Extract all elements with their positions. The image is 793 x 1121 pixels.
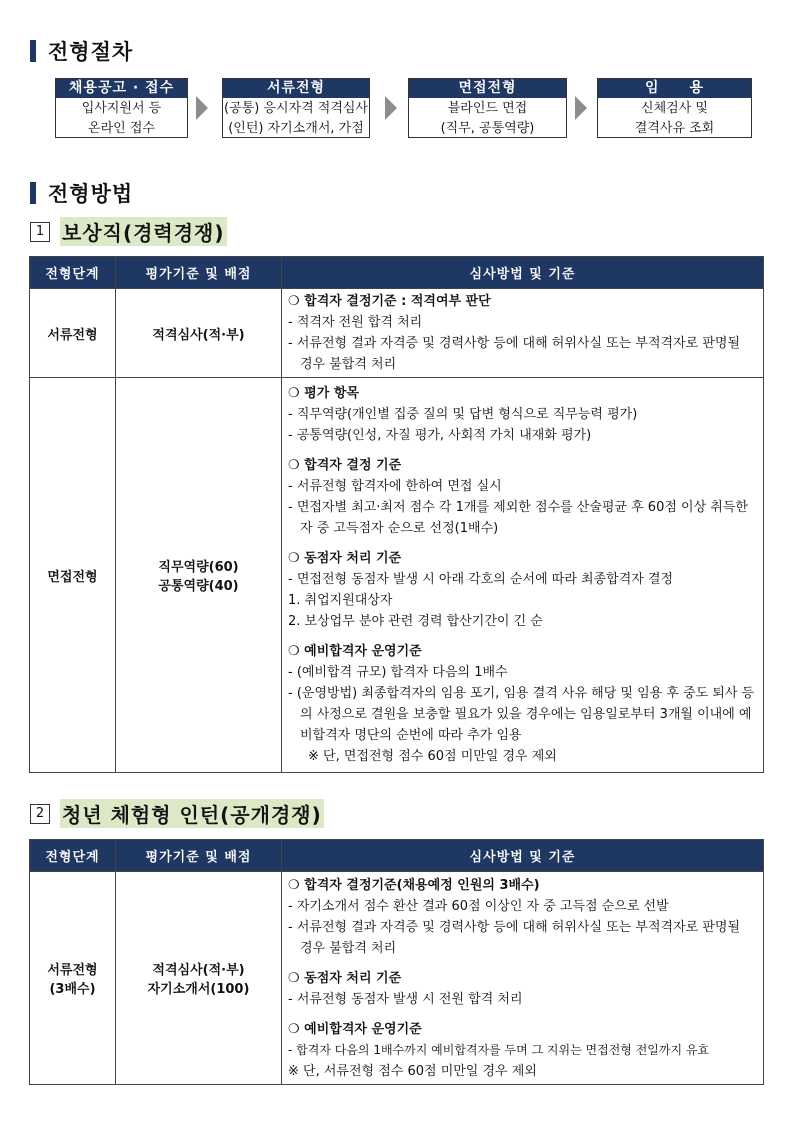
section-marker	[30, 40, 36, 62]
block-line: - 면접전형 동점자 발생 시 아래 각호의 순서에 따라 최종합격자 결정	[288, 572, 674, 587]
table-row	[30, 289, 764, 378]
process-step-desc-1: 신체검사 및	[641, 101, 708, 116]
column-header: 전형단계	[30, 840, 116, 872]
block-line: - 합격자 다음의 1배수까지 예비합격자를 두며 그 지위는 면접전형 전일까지 유효	[288, 1042, 710, 1057]
process-step-desc-2: (직무, 공통역량)	[440, 121, 535, 136]
criteria-line: 적격심사(적·부)	[152, 963, 245, 978]
process-step-title: 임 용	[598, 79, 751, 98]
criteria-cell	[116, 872, 282, 1085]
process-step-3	[408, 78, 567, 138]
stage-line: (3배수)	[49, 982, 96, 997]
block-line: 1. 취업지원대상자	[288, 593, 393, 608]
stage-cell	[30, 872, 116, 1085]
block-note: ※ 단, 면접전형 점수 60점 미만일 경우 제외	[308, 749, 557, 764]
block-heading: ❍ 동점자 처리 기준	[288, 970, 402, 986]
criteria-line: 공통역량(40)	[158, 579, 239, 594]
block-heading: ❍ 평가 항목	[288, 386, 359, 401]
block-heading: ❍ 동점자 처리 기준	[288, 551, 402, 566]
section-title-method	[30, 178, 133, 208]
process-step-desc-1: 입사지원서 등	[81, 101, 162, 116]
block-line: 2. 보상업무 분야 관련 경력 합산기간이 긴 순	[288, 614, 543, 629]
arrow-right-icon	[575, 96, 587, 120]
table-compensation	[29, 256, 764, 773]
criteria-cell	[116, 378, 282, 773]
block-line: - 적격자 전원 합격 처리	[288, 315, 423, 330]
process-step-title: 서류전형	[223, 79, 369, 98]
block-line: - 서류전형 결과 자격증 및 경력사항 등에 대해 허위사실 또는 부적격자로 판명될 경우 불합격 처리	[288, 919, 741, 956]
block-heading: ❍ 합격자 결정기준 : 적격여부 판단	[288, 294, 491, 309]
process-step-desc-1: (공통) 응시자격 적격심사	[224, 101, 368, 116]
process-step-desc-2: 결격사유 조회	[634, 121, 715, 136]
block-line: - 서류전형 합격자에 한하여 면접 실시	[288, 479, 502, 494]
subsection-title-text: 청년 체험형 인턴(공개경쟁)	[60, 799, 324, 828]
process-step-1	[55, 78, 188, 138]
stage-cell: 면접전형	[30, 378, 116, 773]
block-line: - (예비합격 규모) 합격자 다음의 1배수	[288, 665, 508, 680]
table-row	[30, 872, 764, 1085]
subsection-number: 1	[30, 222, 50, 242]
block-heading: ❍ 합격자 결정 기준	[288, 458, 402, 473]
subsection-title-2	[30, 799, 324, 828]
process-step-desc-1: 블라인드 면접	[447, 101, 528, 116]
process-step-4	[597, 78, 752, 138]
process-step-desc-2: 온라인 접수	[88, 121, 155, 136]
arrow-right-icon	[385, 96, 397, 120]
stage-cell: 서류전형	[30, 289, 116, 378]
criteria-cell: 적격심사(적·부)	[116, 289, 282, 378]
section-marker	[30, 182, 36, 204]
arrow-right-icon	[196, 96, 208, 120]
block-heading: ❍ 예비합격자 운영기준	[288, 1021, 422, 1037]
block-line: - 자기소개서 점수 환산 결과 60점 이상인 자 중 고득점 순으로 선발	[288, 898, 669, 914]
block-line: - 서류전형 동점자 발생 시 전원 합격 처리	[288, 991, 523, 1007]
column-header: 평가기준 및 배점	[116, 840, 282, 872]
method-cell	[282, 872, 764, 1085]
column-header: 평가기준 및 배점	[116, 257, 282, 289]
block-heading: ❍ 합격자 결정기준(채용예정 인원의 3배수)	[288, 877, 540, 893]
column-header: 심사방법 및 기준	[282, 840, 764, 872]
block-line: - 공통역량(인성, 자질 평가, 사회적 가치 내재화 평가)	[288, 428, 592, 443]
table-header-row	[30, 257, 764, 289]
criteria-line: 자기소개서(100)	[147, 982, 250, 997]
method-cell	[282, 289, 764, 378]
block-note: ※ 단, 서류전형 점수 60점 미만일 경우 제외	[288, 1063, 537, 1079]
block-line: - 직무역량(개인별 집중 질의 및 답변 형식으로 직무능력 평가)	[288, 407, 638, 422]
block-line: - 서류전형 결과 자격증 및 경력사항 등에 대해 허위사실 또는 부적격자로 판명될 경우 불합격 처리	[288, 336, 741, 372]
block-line: - (운영방법) 최종합격자의 임용 포기, 임용 결격 사유 해당 및 임용 후 중도 퇴사 등의 사정으로 결원을 보충할 필요가 있을 경우에는 임용일로부터 3개월 이내에 예비합격자 명단의 순번에 따라 추가 임용	[288, 686, 755, 743]
method-cell	[282, 378, 764, 773]
process-flow	[0, 78, 793, 140]
section-title-text: 전형방법	[48, 182, 134, 206]
subsection-title-text: 보상직(경력경쟁)	[60, 217, 227, 246]
process-step-desc-2: (인턴) 자기소개서, 가점	[228, 121, 364, 136]
process-step-title: 채용공고 · 접수	[56, 79, 187, 98]
section-title-text: 전형절차	[48, 40, 134, 64]
table-row	[30, 378, 764, 773]
process-step-title: 면접전형	[409, 79, 566, 98]
table-intern	[29, 839, 764, 1085]
column-header: 전형단계	[30, 257, 116, 289]
column-header: 심사방법 및 기준	[282, 257, 764, 289]
table-header-row	[30, 840, 764, 872]
subsection-number: 2	[30, 804, 50, 824]
block-line: - 면접자별 최고·최저 점수 각 1개를 제외한 점수를 산술평균 후 60점 이상 취득한 자 중 고득점자 순으로 선정(1배수)	[288, 500, 748, 536]
section-title-procedure	[30, 36, 133, 66]
block-heading: ❍ 예비합격자 운영기준	[288, 644, 422, 659]
process-step-2	[222, 78, 370, 138]
subsection-title-1	[30, 217, 227, 246]
stage-line: 서류전형	[47, 963, 98, 978]
criteria-line: 직무역량(60)	[158, 560, 239, 575]
